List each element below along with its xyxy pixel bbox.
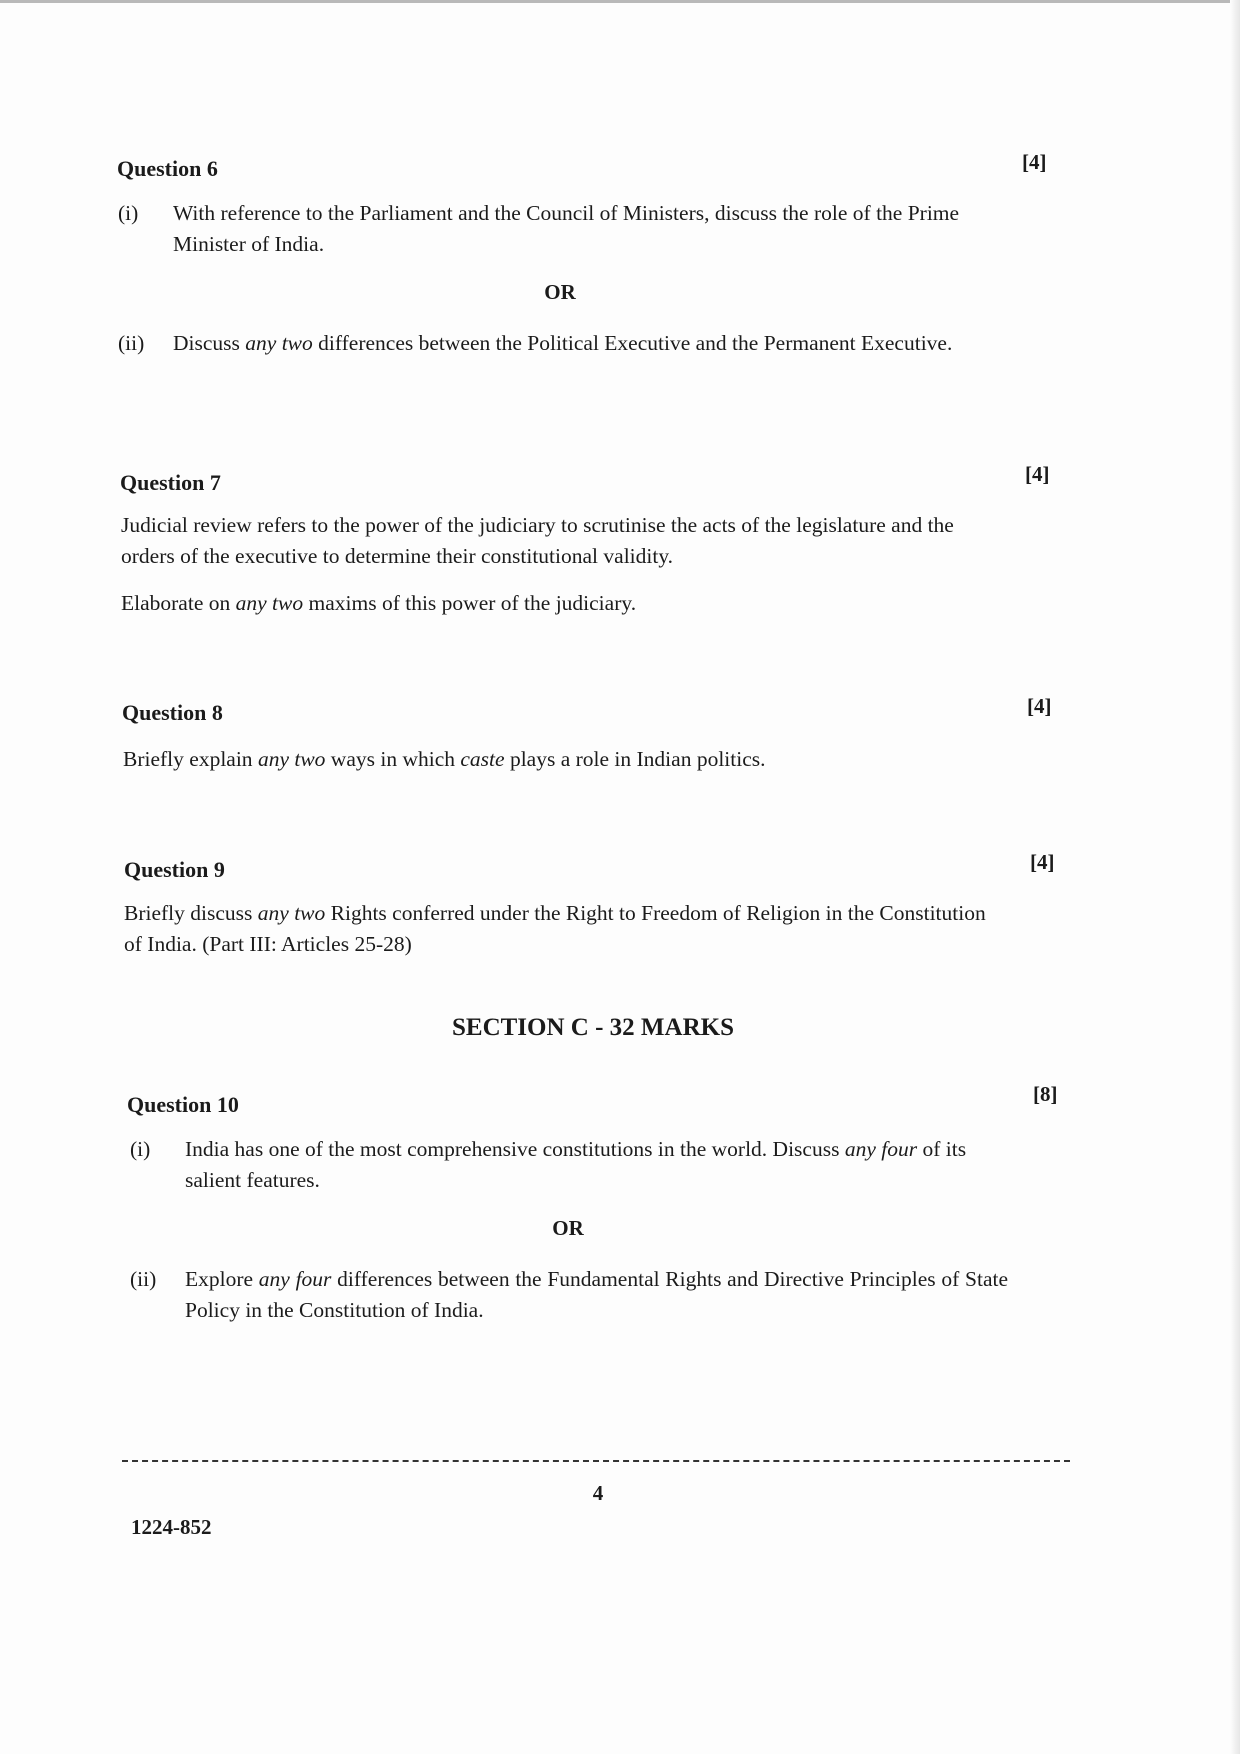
scan-right-edge <box>1230 0 1240 1754</box>
part-number: (ii) <box>130 1267 157 1291</box>
emphasis: any four <box>844 1137 918 1161</box>
part-text: India has one of the most comprehensive constitutions in the world. Discuss any four of its salient features. <box>185 1137 967 1192</box>
question-8-marks: [4] <box>1027 694 1052 718</box>
emphasis: any two <box>257 747 326 771</box>
question-9-marks: [4] <box>1030 850 1055 874</box>
part-text: With reference to the Parliament and the Council of Ministers, discuss the role of the Prime Minister of India. <box>173 201 960 256</box>
part-number: (i) <box>130 1137 151 1161</box>
paper-code: 1224-852 <box>131 1515 212 1539</box>
question-9-text: Briefly discuss any two Rights conferred under the Right to Freedom of Religion in the Constitution of India. (Part III: Articles 25-28) <box>124 901 986 956</box>
emphasis: any two <box>235 591 304 615</box>
question-10-part-i <box>130 1134 1008 1196</box>
question-7-title: Question 7 <box>120 470 221 495</box>
question-10-or: OR <box>552 1216 584 1240</box>
question-6-part-ii <box>118 328 1000 390</box>
footer-divider <box>122 1460 1070 1462</box>
part-text: Discuss any two differences between the Political Executive and the Permanent Executive. <box>173 331 953 355</box>
question-6-or: OR <box>544 280 576 304</box>
question-10-part-ii <box>130 1264 1008 1326</box>
part-number: (i) <box>118 201 139 225</box>
question-8-title: Question 8 <box>122 700 223 725</box>
part-text: Explore any four differences between the Fundamental Rights and Directive Principles of State Policy in the Constitution of India. <box>185 1267 1009 1322</box>
scan-top-edge <box>0 0 1240 3</box>
emphasis: caste <box>460 747 505 771</box>
emphasis: any two <box>257 901 326 925</box>
section-c-heading: SECTION C - 32 MARKS <box>452 1014 734 1041</box>
question-9-title: Question 9 <box>124 857 225 882</box>
question-10-title: Question 10 <box>127 1092 239 1117</box>
emphasis: any four <box>258 1267 332 1291</box>
page-number: 4 <box>592 1481 604 1505</box>
question-6-part-i <box>118 198 1000 260</box>
emphasis: any two <box>245 331 313 355</box>
question-7-instruction: Elaborate on any two maxims of this power of the judiciary. <box>121 591 637 615</box>
question-7-text: Judicial review refers to the power of the judiciary to scrutinise the acts of the legislature and the orders of the executive to determine their constitutional validity. <box>121 513 954 568</box>
question-10-marks: [8] <box>1033 1082 1058 1106</box>
question-7-marks: [4] <box>1025 462 1050 486</box>
question-6-marks: [4] <box>1022 150 1047 174</box>
question-6-title: Question 6 <box>117 156 218 181</box>
part-number: (ii) <box>118 331 145 355</box>
question-8-text: Briefly explain any two ways in which caste plays a role in Indian politics. <box>123 747 766 771</box>
